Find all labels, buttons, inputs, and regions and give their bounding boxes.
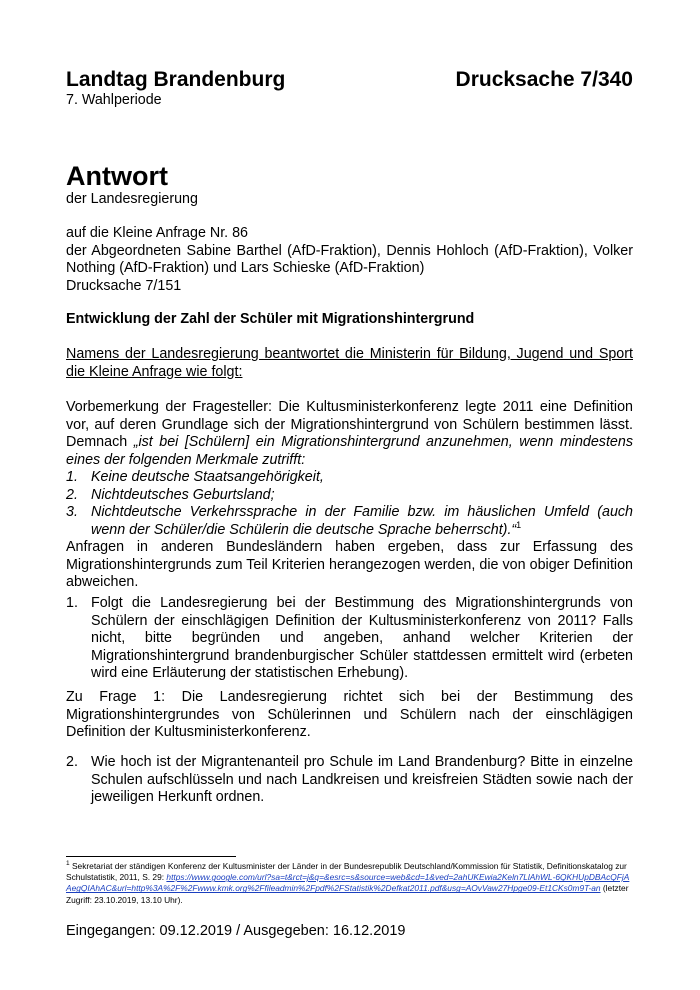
footnote-access-date: (letzter Zugriff: 23.10.2019, 13.10 Uhr). bbox=[66, 883, 629, 905]
footnote-separator bbox=[66, 856, 236, 857]
reference-inquiry: auf die Kleine Anfrage Nr. 86 bbox=[66, 225, 249, 241]
document-title: Antwort bbox=[66, 161, 168, 191]
criteria-item bbox=[66, 487, 633, 505]
issue-dates: Eingegangen: 09.12.2019 / Ausgegeben: 16.12.2019 bbox=[66, 923, 406, 939]
criteria-number: 1. bbox=[66, 469, 78, 485]
answer-1: Zu Frage 1: Die Landesregierung richtet sich bei der Bestimmung des Migrationshintergrundes von Schülerinnen und Schülern nach der einschlägigen Definition der Kultusministerkonferenz. bbox=[66, 689, 633, 740]
criteria-item bbox=[66, 469, 633, 487]
reference-block bbox=[66, 225, 633, 295]
preface-text: Vorbemerkung der Fragesteller: Die Kultusministerkonferenz legte 2011 eine Definition vor, auf deren Grundlage sich der Migrationshintergrund von Schülern bestimmen lässt. Demnach bbox=[66, 399, 633, 450]
question-text: Wie hoch ist der Migrantenanteil pro Schule im Land Brandenburg? Bitte in einzelne Schulen aufschlüsseln und nach Landkreisen und kreisfreien Städten sowie nach der jeweiligen Herkunft ordnen. bbox=[91, 754, 633, 805]
footnote-link[interactable]: https://www.google.com/url?sa=t&rct=j&q=&esrc=s&source=web&cd=1&ved=2ahUKEwia2Keln7LlAhWL-6QKHUpDBAcQFjAAegQIAhAC&url=http%3A%2F%2Fwww.kmk.org%2Ffileadmin%2Fpdf%2FStatistik%2Defkat2011.pdf&usg=AOvVaw27Hpge09-Et1CKs0m9T-an bbox=[66, 872, 630, 894]
footnote bbox=[66, 861, 634, 906]
preface-continuation: Anfragen in anderen Bundesländern haben ergeben, dass zur Erfassung des Migrationshintergrunds zum Teil Kriterien herangezogen werden, die von obiger Definition abweichen. bbox=[66, 539, 633, 590]
preface bbox=[66, 399, 633, 592]
criteria-text: Nichtdeutsche Verkehrssprache in der Familie bzw. im häuslichen Umfeld (auch wenn der Schüler/die Schülerin die deutsche Sprache beherrscht).“ bbox=[91, 504, 633, 538]
criteria-item bbox=[66, 504, 633, 539]
footnote-mark: 1 bbox=[66, 860, 70, 868]
reference-authors: der Abgeordneten Sabine Barthel (AfD-Fraktion), Dennis Hohloch (AfD-Fraktion), Volker Nothing (AfD-Fraktion) und Lars Schieske (AfD-Fraktion) bbox=[66, 242, 633, 276]
footnote-text: Sekretariat der ständigen Konferenz der Kultusminister der Länder in der Bundesrepublik Deutschland/Kommission für Statistik, Definitionskatalog zur Schulstatistik, 2011, S. 29: bbox=[66, 861, 627, 883]
intro-statement: Namens der Landesregierung beantwortet die Ministerin für Bildung, Jugend und Sport die Kleine Anfrage wie folgt: bbox=[66, 346, 633, 380]
drucksache-number: Drucksache 7/340 bbox=[455, 68, 633, 91]
preface-quote: „ist bei [Schülern] ein Migrationshintergrund anzunehmen, wenn mindestens eines der folgenden Merkmale zutrifft: bbox=[66, 434, 633, 468]
document-subtitle: der Landesregierung bbox=[66, 191, 198, 207]
criteria-list bbox=[66, 469, 633, 539]
question-number: 2. bbox=[66, 754, 78, 770]
question-number: 1. bbox=[66, 595, 78, 611]
criteria-text: Nichtdeutsches Geburtsland; bbox=[91, 486, 275, 503]
question-text: Folgt die Landesregierung bei der Bestimmung des Migrationshintergrunds von Schülern der einschlägigen Definition der Kultusministerkonferenz von 2011? Falls nicht, bitte begründen und angeben, anhand welcher Kriterien der Migrationshintergrund brandenburgischer Schüler stattdessen ermittelt wird (erbeten wird eine Erläuterung der statistischen Erhebung). bbox=[91, 595, 633, 681]
election-period: 7. Wahlperiode bbox=[66, 92, 162, 108]
reference-drucksache: Drucksache 7/151 bbox=[66, 277, 182, 294]
question-2 bbox=[66, 754, 633, 807]
criteria-number: 3. bbox=[66, 504, 78, 520]
criteria-text: Keine deutsche Staatsangehörigkeit, bbox=[91, 469, 324, 485]
footnote-reference[interactable]: 1 bbox=[516, 519, 522, 530]
parliament-name: Landtag Brandenburg bbox=[66, 68, 286, 91]
criteria-number: 2. bbox=[66, 486, 78, 503]
subject-heading: Entwicklung der Zahl der Schüler mit Migrationshintergrund bbox=[66, 311, 475, 327]
question-1 bbox=[66, 595, 633, 683]
